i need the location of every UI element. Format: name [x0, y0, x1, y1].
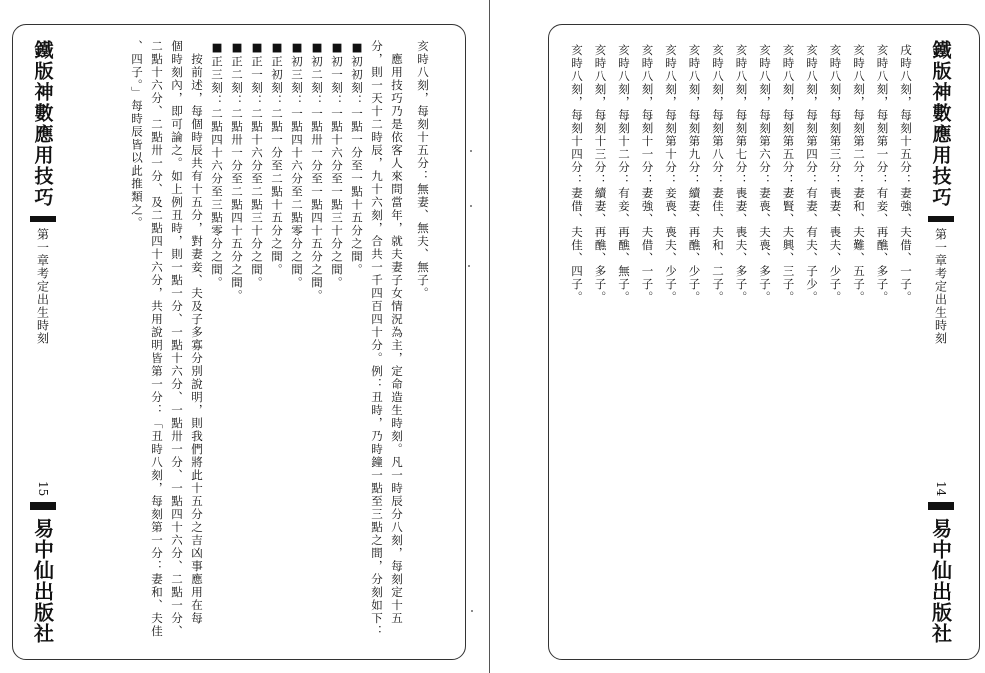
- text-line: ■初初刻：一點一分至一點十五分之間。: [350, 40, 364, 277]
- title-divider: [928, 216, 954, 222]
- text-line: 戌時八刻，每刻十五分：妻強、夫借、一子。: [899, 44, 913, 304]
- text-line: 亥時八刻，每刻十四分：妻借、夫佳、四子。: [570, 44, 584, 304]
- text-line: 應用技巧乃是依客人來問當年，就夫妻子女情況為主，定命造生時刻。凡一時辰分八刻，每刻定十五: [390, 40, 404, 625]
- title-divider: [30, 216, 56, 222]
- text-line: ■正初刻：二點一分至二點十五分之間。: [270, 40, 284, 277]
- publisher-divider: [30, 502, 56, 510]
- left-sidebar: [28, 24, 58, 658]
- left-body-text: [127, 40, 433, 640]
- text-line: 按前述，每個時辰共有十五分，對妻妾、夫及子多寡分別說明，則我們將此十五分之吉凶事應用在每: [190, 40, 204, 625]
- publisher-name: 易中仙出版社: [30, 518, 55, 644]
- scan-speck: [468, 265, 470, 267]
- book-title: 鐵版神數應用技巧: [929, 40, 952, 208]
- text-line: 、四子。」每時辰皆以此推類之。: [130, 40, 144, 230]
- text-line: 亥時八刻，每刻第八分：妻佳、夫和、二子。: [711, 44, 725, 304]
- text-line: 亥時八刻，每刻第三分：喪妻、喪夫、少子。: [828, 44, 843, 304]
- text-line: ■初一刻：一點十六分至一點三十分之間。: [330, 40, 344, 290]
- left-page: [0, 18, 485, 658]
- text-line: 二點十六分、二點卅一分、及二點四十六分，共用說明皆第一分：「丑時八刻，每刻第一分：妻和、夫佳: [150, 40, 164, 638]
- page-number: 14: [934, 480, 948, 496]
- text-line: 亥時八刻，每刻第五分：妻賢、夫興、三子。: [781, 44, 796, 304]
- text-line: ■初二刻：一點卅一分至一點四十五分之間。: [310, 40, 324, 303]
- text-line: 亥時八刻，每刻第六分：妻喪、夫喪、多子。: [758, 44, 772, 304]
- right-page: [500, 18, 985, 658]
- right-body-text: [565, 44, 918, 644]
- book-title: 鐵版神數應用技巧: [31, 40, 54, 208]
- scan-speck: [470, 205, 472, 207]
- chapter-label: 第一章考定出生時刻: [933, 228, 948, 345]
- text-line: ■初三刻：一點四十六分至二點零分之間。: [290, 40, 304, 290]
- text-line: 分，則一天十二時辰，九十六刻，合共一千四百四十分。例：丑時，乃時鐘一點至三點之間，分刻如下：: [370, 40, 384, 638]
- text-line: ■正二刻：二點卅一分至二點四十五分之間。: [230, 40, 244, 303]
- text-line: ■正一刻：二點十六分至二點三十分之間。: [250, 40, 264, 290]
- text-line: 亥時八刻，每刻十二分：有妾、再醮、無子。: [617, 44, 631, 304]
- right-sidebar: [926, 24, 956, 658]
- text-line: 個時刻內，即可論之。如上例丑時，則一點一分、一點十六分、一點卅一分、一點四十六分、二點一分、: [170, 40, 184, 638]
- text-line: 亥時八刻，每刻十五分：無妻、無夫、無子。: [416, 40, 430, 300]
- text-line: 亥時八刻，每刻第七分：喪妻、喪夫、多子。: [734, 44, 749, 304]
- text-line: ■正三刻：二點四十六分至三點零分之間。: [210, 40, 224, 290]
- scan-speck: [471, 610, 473, 612]
- text-line: 亥時八刻，每刻十三分：續妻、再醮、多子。: [593, 44, 608, 304]
- publisher-divider: [928, 502, 954, 510]
- book-spine: [489, 0, 490, 673]
- text-line: 亥時八刻，每刻十一分：妻強、夫借、一子。: [640, 44, 655, 304]
- text-line: 亥時八刻，每刻第一分：有妾、再醮、多子。: [875, 44, 890, 304]
- publisher-name: 易中仙出版社: [928, 518, 953, 644]
- chapter-label: 第一章考定出生時刻: [35, 228, 50, 345]
- text-line: 亥時八刻，每刻第四分：有妻、有夫、子少。: [805, 44, 819, 304]
- text-line: 亥時八刻，每刻第二分：妻和、夫難、五子。: [852, 44, 866, 304]
- page-number: 15: [36, 480, 50, 496]
- scan-speck: [470, 150, 472, 152]
- text-line: 亥時八刻，每刻第九分：續妻、再醮、少子。: [687, 44, 702, 304]
- text-line: 亥時八刻，每刻第十分：妾喪、喪夫、少子。: [664, 44, 678, 304]
